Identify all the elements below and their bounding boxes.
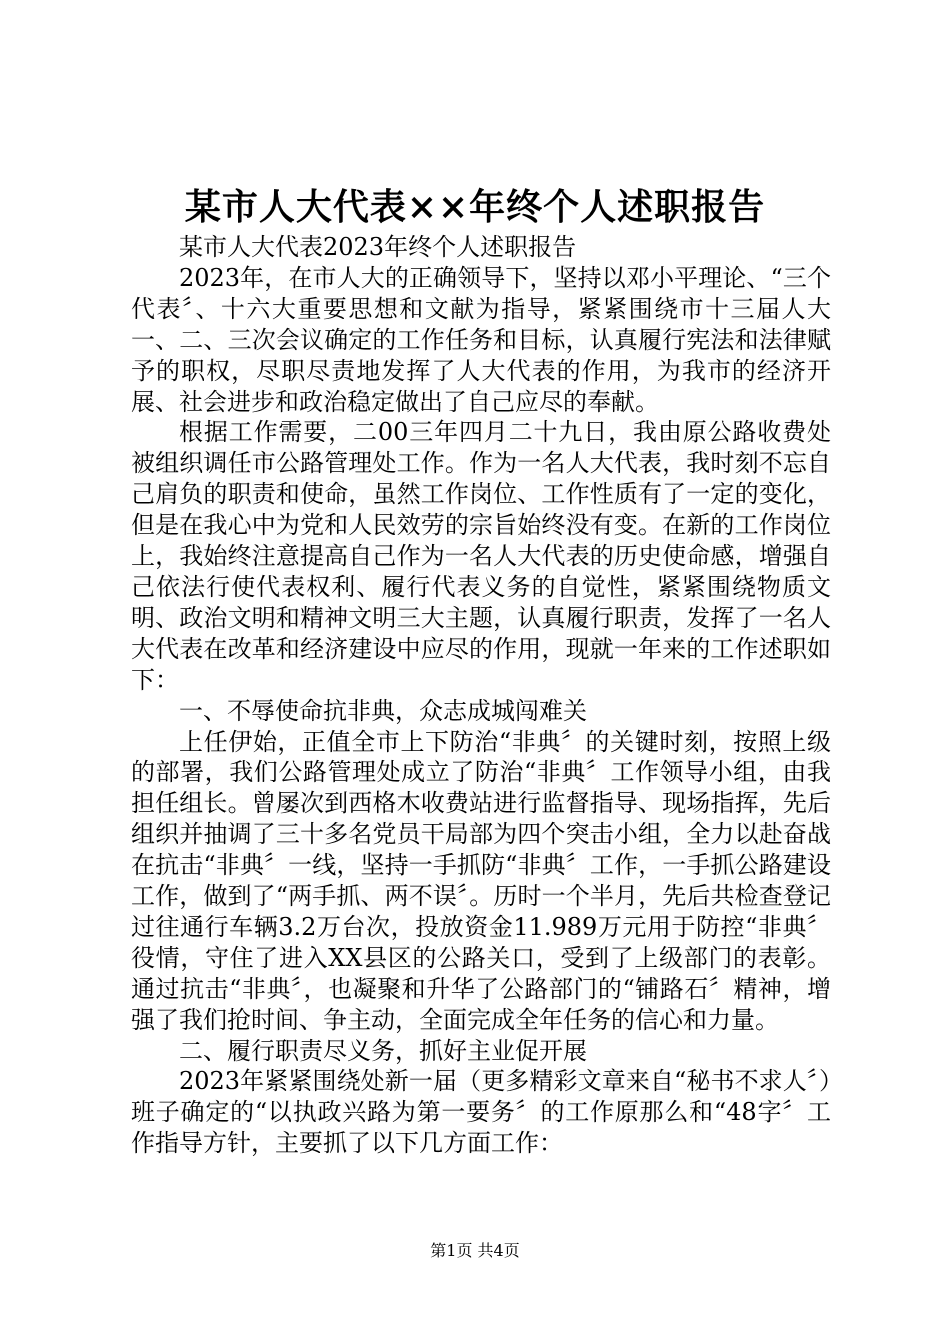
document-body — [131, 232, 831, 1159]
body-paragraph: 上任伊始，正值全市上下防治“非典〞的关键时刻，按照上级的部署，我们公路管理处成立了防治“非典〞工作领导小组，由我担任组长。曾屡次到西格木收费站进行监督指导、现场指挥，先后组织并抽调了三十多名党员干局部为四个突击小组，全力以赴奋战在抗击“非典〞一线，坚持一手抓防“非典〞工作，一手抓公路建设工作，做到了“两手抓、两不误〞。历时一个半月，先后共检查登记过往通行车辆3.2万台次，投放资金11.989万元用于防控“非典〞役情，守住了进入XX县区的公路关口，受到了上级部门的表彰。通过抗击“非典〞，也凝聚和升华了公路部门的“铺路石〞精神，增强了我们抢时间、争主动，全面完成全年任务的信心和力量。 — [131, 727, 831, 1034]
page-number-footer: 第1页 共4页 — [430, 1241, 520, 1260]
section-heading: 一、不辱使命抗非典，众志成城闯难关 — [179, 696, 587, 725]
document-title: 某市人大代表××年终个人述职报告 — [184, 186, 766, 228]
body-paragraph: 2023年，在市人大的正确领导下，坚持以邓小平理论、“三个代表〞、十六大重要思想和文献为指导，紧紧围绕市十三届人大一、二、三次会议确定的工作任务和目标，认真履行宪法和法律赋予的职权，尽职尽责地发挥了人大代表的作用，为我市的经济开展、社会进步和政治稳定做出了自己应尽的奉献。 — [131, 263, 831, 416]
body-paragraph: 2023年紧紧围绕处新一届（更多精彩文章来自“秘书不求人〞）班子确定的“以执政兴路为第一要务〞的工作原那么和“48字〞工作指导方针，主要抓了以下几方面工作： — [131, 1067, 831, 1158]
body-paragraph: 根据工作需要，二00三年四月二十九日，我由原公路收费处被组织调任市公路管理处工作。作为一名人大代表，我时刻不忘自己肩负的职责和使命，虽然工作岗位、工作性质有了一定的变化，但是在我心中为党和人民效劳的宗旨始终没有变。在新的工作岗位上，我始终注意提高自己作为一名人大代表的历史使命感，增强自己依法行使代表权利、履行代表义务的自觉性，紧紧围绕物质文明、政治文明和精神文明三大主题，认真履行职责，发挥了一名人大代表在改革和经济建设中应尽的作用，现就一年来的工作述职如下： — [131, 418, 831, 694]
subtitle-paragraph: 某市人大代表2023年终个人述职报告 — [179, 233, 577, 261]
section-heading: 二、履行职责尽义务，抓好主业促开展 — [179, 1036, 587, 1065]
